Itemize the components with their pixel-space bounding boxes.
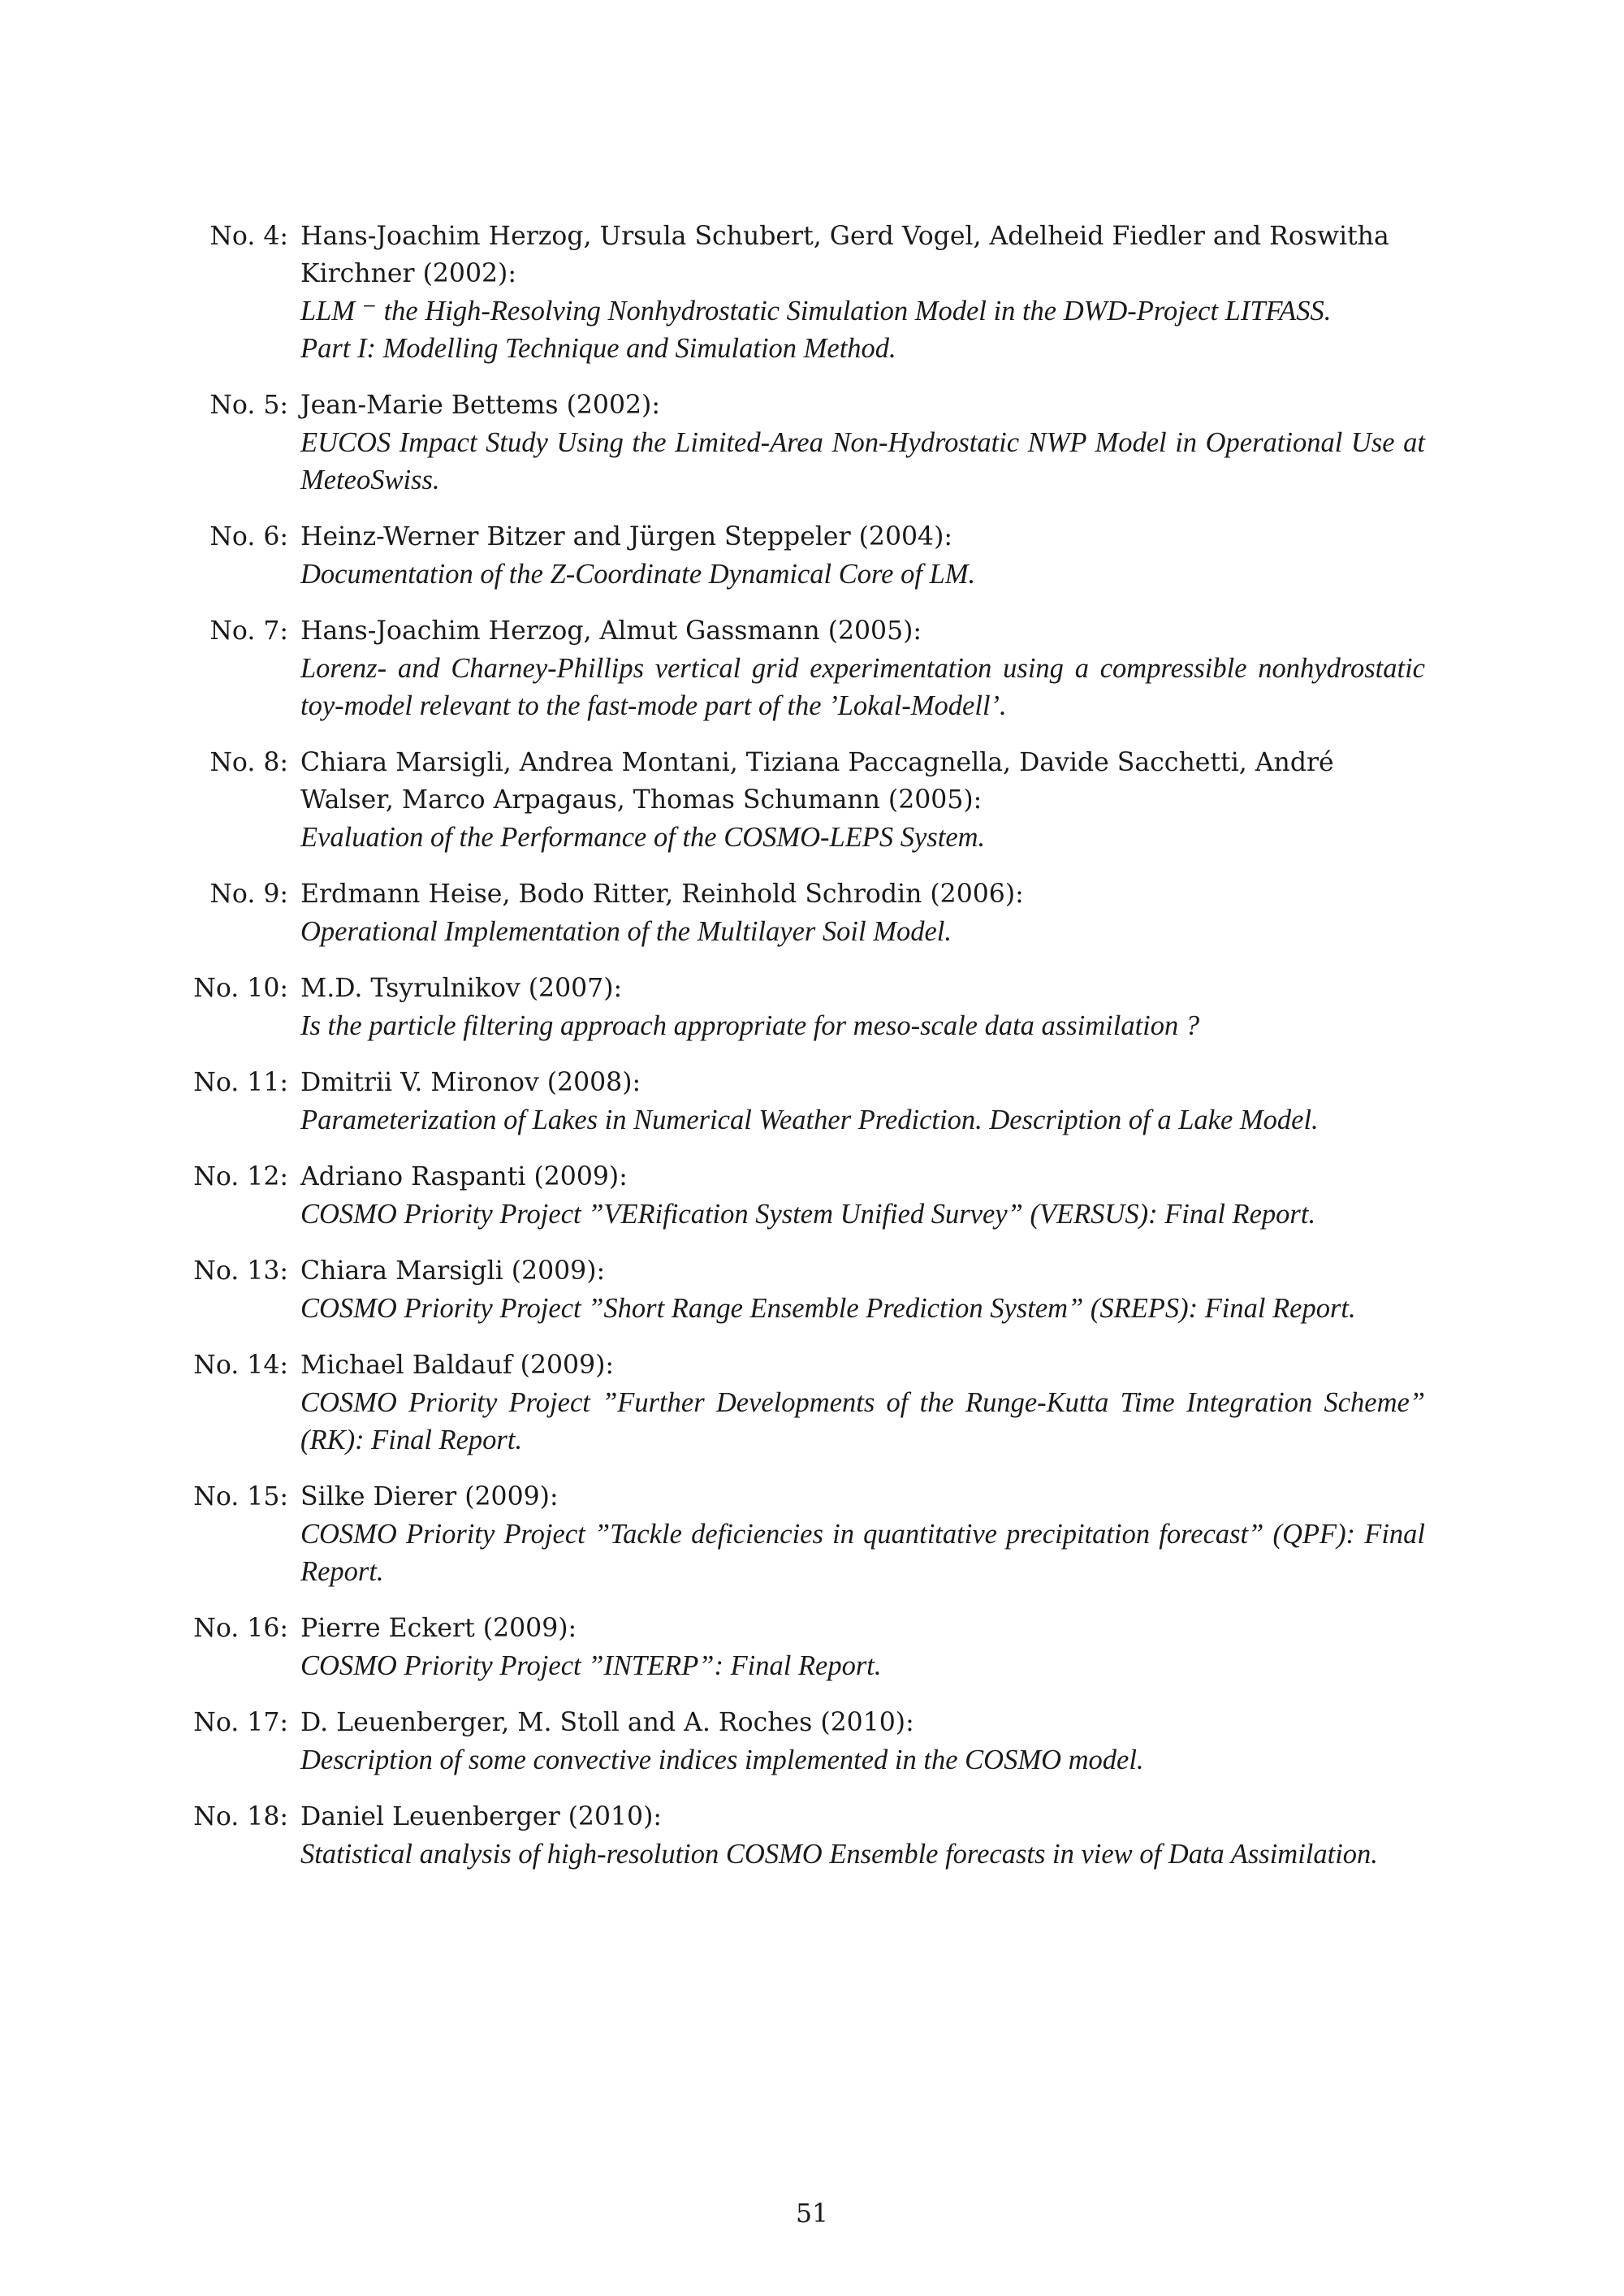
entry-title: COSMO Priority Project ”VERification System Unified Survey” (VERSUS): Final Report.	[300, 1199, 1316, 1230]
entry-authors: Chiara Marsigli (2009):	[300, 1256, 606, 1286]
entry-number: No. 4:	[209, 222, 288, 251]
reference-entry-8	[171, 744, 1425, 856]
entry-authors: Hans-Joachim Herzog, Almut Gassmann (2005):	[300, 616, 922, 646]
entry-authors: Heinz-Werner Bitzer and Jürgen Steppeler (2004):	[300, 522, 953, 551]
reference-entry-17	[171, 1704, 1425, 1779]
entry-number: No. 18:	[193, 1802, 288, 1831]
entry-number: No. 14:	[193, 1351, 288, 1380]
entry-title: EUCOS Impact Study Using the Limited-Area Non-Hydrostatic NWP Model in Operational Use at MeteoSwiss.	[300, 427, 1425, 495]
entry-authors: Chiara Marsigli, Andrea Montani, Tiziana Paccagnella, Davide Sacchetti, André Walser, Marco Arpagaus, Thomas Schumann (2005):	[300, 748, 1334, 815]
entry-title: Description of some convective indices implemented in the COSMO model.	[300, 1745, 1144, 1775]
entry-title: Operational Implementation of the Multilayer Soil Model.	[300, 916, 952, 947]
entry-title: Evaluation of the Performance of the COSMO-LEPS System.	[300, 822, 986, 853]
reference-entry-9	[171, 876, 1425, 950]
entry-number: No. 17:	[193, 1708, 288, 1737]
reference-entry-4	[171, 218, 1425, 367]
entry-title: Documentation of the Z-Coordinate Dynamical Core of LM.	[300, 559, 976, 590]
entry-authors: Daniel Leuenberger (2010):	[300, 1802, 662, 1831]
reference-list	[171, 218, 1425, 1892]
entry-number: No. 15:	[193, 1482, 288, 1511]
reference-entry-10	[171, 970, 1425, 1044]
entry-title: Parameterization of Lakes in Numerical Weather Prediction. Description of a Lake Model.	[300, 1105, 1319, 1135]
entry-number: No. 16:	[193, 1614, 288, 1643]
entry-title: COSMO Priority Project ”Tackle deficiencies in quantitative precipitation forecast” (QPF): Final Report.	[300, 1519, 1425, 1587]
entry-number: No. 9:	[209, 880, 288, 909]
reference-entry-13	[171, 1252, 1425, 1327]
entry-authors: Hans-Joachim Herzog, Ursula Schubert, Gerd Vogel, Adelheid Fiedler and Roswitha Kirchner (2002):	[300, 222, 1389, 288]
reference-entry-18	[171, 1798, 1425, 1873]
entry-title: COSMO Priority Project ”Further Developments of the Runge-Kutta Time Integration Scheme” (RK): Final Report.	[300, 1387, 1425, 1455]
entry-title: Statistical analysis of high-resolution COSMO Ensemble forecasts in view of Data Assimilation.	[300, 1839, 1378, 1870]
entry-authors: Adriano Raspanti (2009):	[300, 1162, 628, 1191]
entry-authors: Erdmann Heise, Bodo Ritter, Reinhold Schrodin (2006):	[300, 880, 1024, 909]
entry-authors: Pierre Eckert (2009):	[300, 1614, 577, 1643]
entry-number: No. 13:	[193, 1256, 288, 1286]
entry-title: LLM ⁻ the High-Resolving Nonhydrostatic Simulation Model in the DWD-Project LITFASS.	[300, 296, 1332, 326]
reference-entry-14	[171, 1347, 1425, 1459]
entry-title: COSMO Priority Project ”INTERP”: Final Report.	[300, 1650, 882, 1681]
entry-authors: Michael Baldauf (2009):	[300, 1351, 615, 1380]
entry-title: Lorenz- and Charney-Phillips vertical grid experimentation using a compressible nonhydrostatic toy-model relevant to the fast-mode part of the ’Lokal-Modell’.	[300, 653, 1425, 721]
entry-authors: D. Leuenberger, M. Stoll and A. Roches (2010):	[300, 1708, 914, 1737]
entry-number: No. 11:	[193, 1068, 288, 1097]
reference-entry-5	[171, 387, 1425, 499]
reference-entry-6	[171, 518, 1425, 593]
entry-title-part: Part I: Modelling Technique and Simulation Method.	[300, 333, 896, 364]
entry-title: Is the particle filtering approach appropriate for meso-scale data assimilation ?	[300, 1010, 1200, 1041]
reference-entry-11	[171, 1064, 1425, 1139]
entry-title: COSMO Priority Project ”Short Range Ensemble Prediction System” (SREPS): Final Report.	[300, 1293, 1356, 1324]
entry-authors: M.D. Tsyrulnikov (2007):	[300, 974, 623, 1003]
entry-authors: Dmitrii V. Mironov (2008):	[300, 1068, 641, 1097]
entry-authors: Jean-Marie Bettems (2002):	[300, 391, 660, 420]
page-number: 51	[795, 2199, 829, 2229]
reference-entry-12	[171, 1158, 1425, 1233]
entry-number: No. 10:	[193, 974, 288, 1003]
entry-number: No. 5:	[209, 391, 288, 420]
entry-authors: Silke Dierer (2009):	[300, 1482, 559, 1511]
reference-entry-16	[171, 1610, 1425, 1684]
entry-number: No. 6:	[209, 522, 288, 551]
entry-number: No. 7:	[209, 616, 288, 646]
entry-number: No. 8:	[209, 748, 288, 777]
entry-number: No. 12:	[193, 1162, 288, 1191]
reference-entry-15	[171, 1478, 1425, 1590]
reference-entry-7	[171, 612, 1425, 724]
